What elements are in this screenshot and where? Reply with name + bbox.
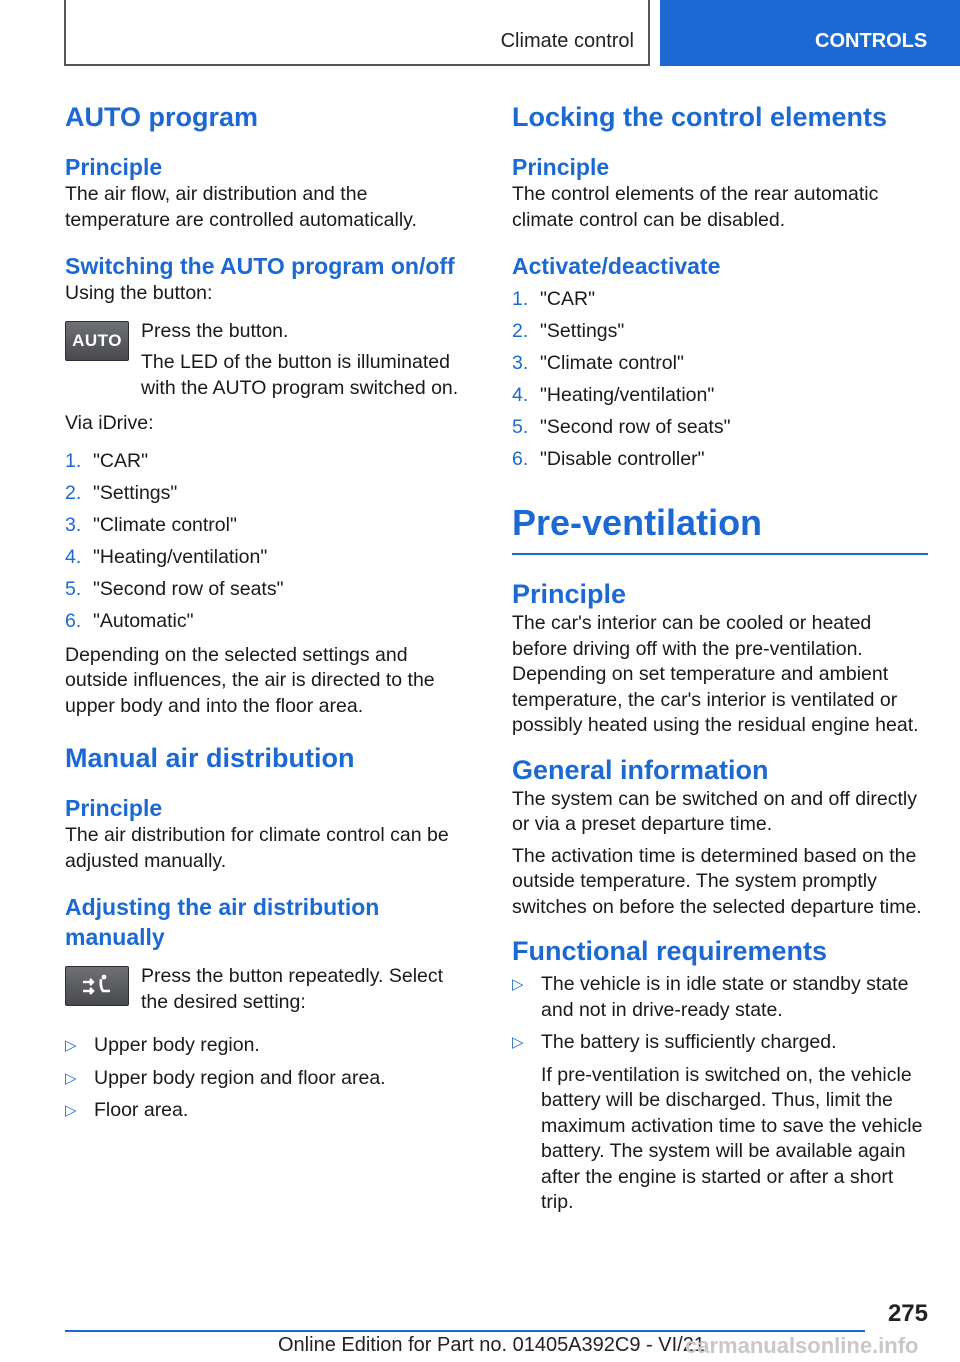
header-section-title: Climate control bbox=[500, 30, 634, 52]
depending-text: Depending on the selected settings and outside influences, the air is directed to the upper body and into the floor area. bbox=[65, 643, 435, 717]
requirements-list bbox=[512, 972, 928, 1056]
bullet-triangle-icon: ▷ bbox=[65, 1069, 77, 1087]
bullet-triangle-icon: ▷ bbox=[65, 1037, 77, 1054]
list-item bbox=[512, 1030, 928, 1056]
manual-air-distribution-heading: Manual air distribution bbox=[65, 743, 355, 773]
principle-text-right-2: The car's interior can be cooled or heated before driving off with the pre-ventilation. Depending on set temperature and ambient temperature, the car's interior is ventilated or possibly heated using the residual engine heat. bbox=[512, 612, 919, 736]
watermark: carmanualsonline.info bbox=[685, 1333, 919, 1358]
principle-heading: Principle bbox=[65, 154, 163, 180]
principle-heading-right-2: Principle bbox=[512, 579, 627, 609]
bullet-text: Floor area. bbox=[94, 1099, 189, 1121]
bullet-text: The vehicle is in idle state or standby state and not in drive-ready state. bbox=[541, 973, 909, 1021]
battery-note-text: If pre-ventilation is switched on, the vehicle battery will be discharged. Thus, limit the maximum activation time to save the vehicle battery. The system will be available again after the engine is started or after a short trip. bbox=[541, 1063, 923, 1213]
bullet-triangle-icon: ▷ bbox=[512, 976, 524, 993]
air-distribution-options bbox=[65, 1033, 475, 1124]
bullet-text: Upper body region and floor area. bbox=[94, 1066, 386, 1089]
step-number: 2. bbox=[65, 481, 82, 504]
step-number: 3. bbox=[65, 513, 82, 536]
step-text: "Automatic" bbox=[93, 609, 194, 632]
step-text: "Climate control" bbox=[93, 513, 237, 536]
list-item bbox=[65, 541, 475, 573]
step-text: "Climate control" bbox=[540, 352, 684, 374]
led-text-start bbox=[141, 350, 475, 401]
step-number: 1. bbox=[512, 288, 529, 310]
step-number: 4. bbox=[65, 545, 82, 568]
press-button-text: Press the button. bbox=[141, 319, 289, 342]
step-text: "Heating/ventilation" bbox=[93, 545, 268, 568]
list-item bbox=[65, 605, 475, 637]
bullet-triangle-icon: ▷ bbox=[512, 1034, 524, 1051]
list-item bbox=[65, 1098, 475, 1124]
auto-button-icon: AUTO bbox=[65, 321, 129, 361]
list-item bbox=[512, 283, 928, 315]
pre-ventilation-heading: Pre-ventilation bbox=[512, 502, 763, 543]
header-section-box bbox=[64, 0, 650, 66]
step-text: "Disable controller" bbox=[540, 448, 705, 470]
principle-text-right: The control elements of the rear automatic climate control can be disabled. bbox=[512, 183, 879, 231]
step-number: 6. bbox=[65, 609, 82, 632]
principle-text: The air flow, air distribution and the temperature are controlled automatically. bbox=[65, 183, 417, 231]
general-information-heading: General information bbox=[512, 754, 769, 785]
header-chapter-tab[interactable] bbox=[660, 0, 960, 66]
general-text-1: The system can be switched on and off directly or via a preset departure time. bbox=[512, 787, 918, 835]
list-item bbox=[65, 1066, 475, 1092]
header-chapter-label: CONTROLS bbox=[815, 30, 928, 52]
general-text-2: The activation time is determined based on the outside temperature. The system promptly switches on before the selected departure time. bbox=[512, 844, 922, 918]
locking-heading: Locking the control elements bbox=[512, 102, 888, 132]
list-item bbox=[512, 972, 928, 1023]
switch-auto-heading: Switching the AUTO program on/off bbox=[65, 253, 455, 279]
step-number: 5. bbox=[65, 577, 82, 600]
list-item bbox=[65, 477, 475, 509]
step-number: 3. bbox=[512, 352, 529, 374]
principle-heading-right: Principle bbox=[512, 154, 610, 180]
bullet-triangle-icon: ▷ bbox=[65, 1102, 77, 1119]
air-distribution-button-row bbox=[65, 964, 475, 1015]
bullet-text: The battery is sufficiently charged. bbox=[541, 1031, 837, 1053]
step-text: "Second row of seats" bbox=[93, 577, 284, 600]
step-text: "Second row of seats" bbox=[540, 416, 731, 438]
step-number: 5. bbox=[512, 416, 529, 438]
list-item bbox=[512, 315, 928, 347]
activate-deactivate-heading: Activate/deactivate bbox=[512, 253, 721, 279]
page-number: 275 bbox=[887, 1300, 928, 1327]
step-number: 1. bbox=[65, 449, 82, 472]
principle-heading-2: Principle bbox=[65, 795, 163, 821]
list-item bbox=[512, 443, 928, 475]
list-item bbox=[512, 347, 928, 379]
footer-divider bbox=[65, 1330, 865, 1332]
auto-program-heading: AUTO program bbox=[65, 102, 259, 132]
step-text: "Settings" bbox=[540, 320, 625, 342]
section-divider bbox=[512, 553, 928, 555]
via-idrive-text: Via iDrive: bbox=[65, 412, 154, 434]
list-item bbox=[65, 1033, 475, 1059]
list-item bbox=[65, 573, 475, 605]
step-text: "CAR" bbox=[93, 449, 149, 472]
list-item bbox=[65, 445, 475, 477]
step-number: 6. bbox=[512, 448, 529, 470]
idrive-steps-left bbox=[65, 445, 475, 637]
step-number: 4. bbox=[512, 384, 529, 406]
step-text: "Settings" bbox=[93, 481, 178, 504]
right-column bbox=[512, 100, 928, 1216]
functional-requirements-heading: Functional requirements bbox=[512, 936, 828, 966]
list-item bbox=[65, 509, 475, 541]
principle-text-2: The air distribution for climate control can be adjusted manually. bbox=[65, 824, 449, 872]
air-distribution-icon bbox=[65, 966, 129, 1006]
left-column bbox=[65, 100, 475, 1131]
bullet-text: Upper body region. bbox=[94, 1034, 260, 1056]
auto-button-row bbox=[65, 319, 475, 402]
using-button-text: Using the button: bbox=[65, 282, 213, 304]
press-repeatedly-text: Press the button repeatedly. Select the desired setting: bbox=[141, 965, 444, 1013]
adjusting-air-heading: Adjusting the air distribution manually bbox=[65, 894, 380, 950]
led-text: The LED of the button is illuminated with the AUTO program switched on. bbox=[141, 351, 459, 399]
idrive-steps-right bbox=[512, 283, 928, 475]
step-text: "Heating/ventilation" bbox=[540, 384, 715, 406]
list-item bbox=[512, 411, 928, 443]
step-number: 2. bbox=[512, 320, 529, 342]
list-item bbox=[512, 379, 928, 411]
footer-edition: Online Edition for Part no. 01405A392C9 - VI/21 bbox=[278, 1334, 705, 1356]
step-text: "CAR" bbox=[540, 288, 596, 310]
